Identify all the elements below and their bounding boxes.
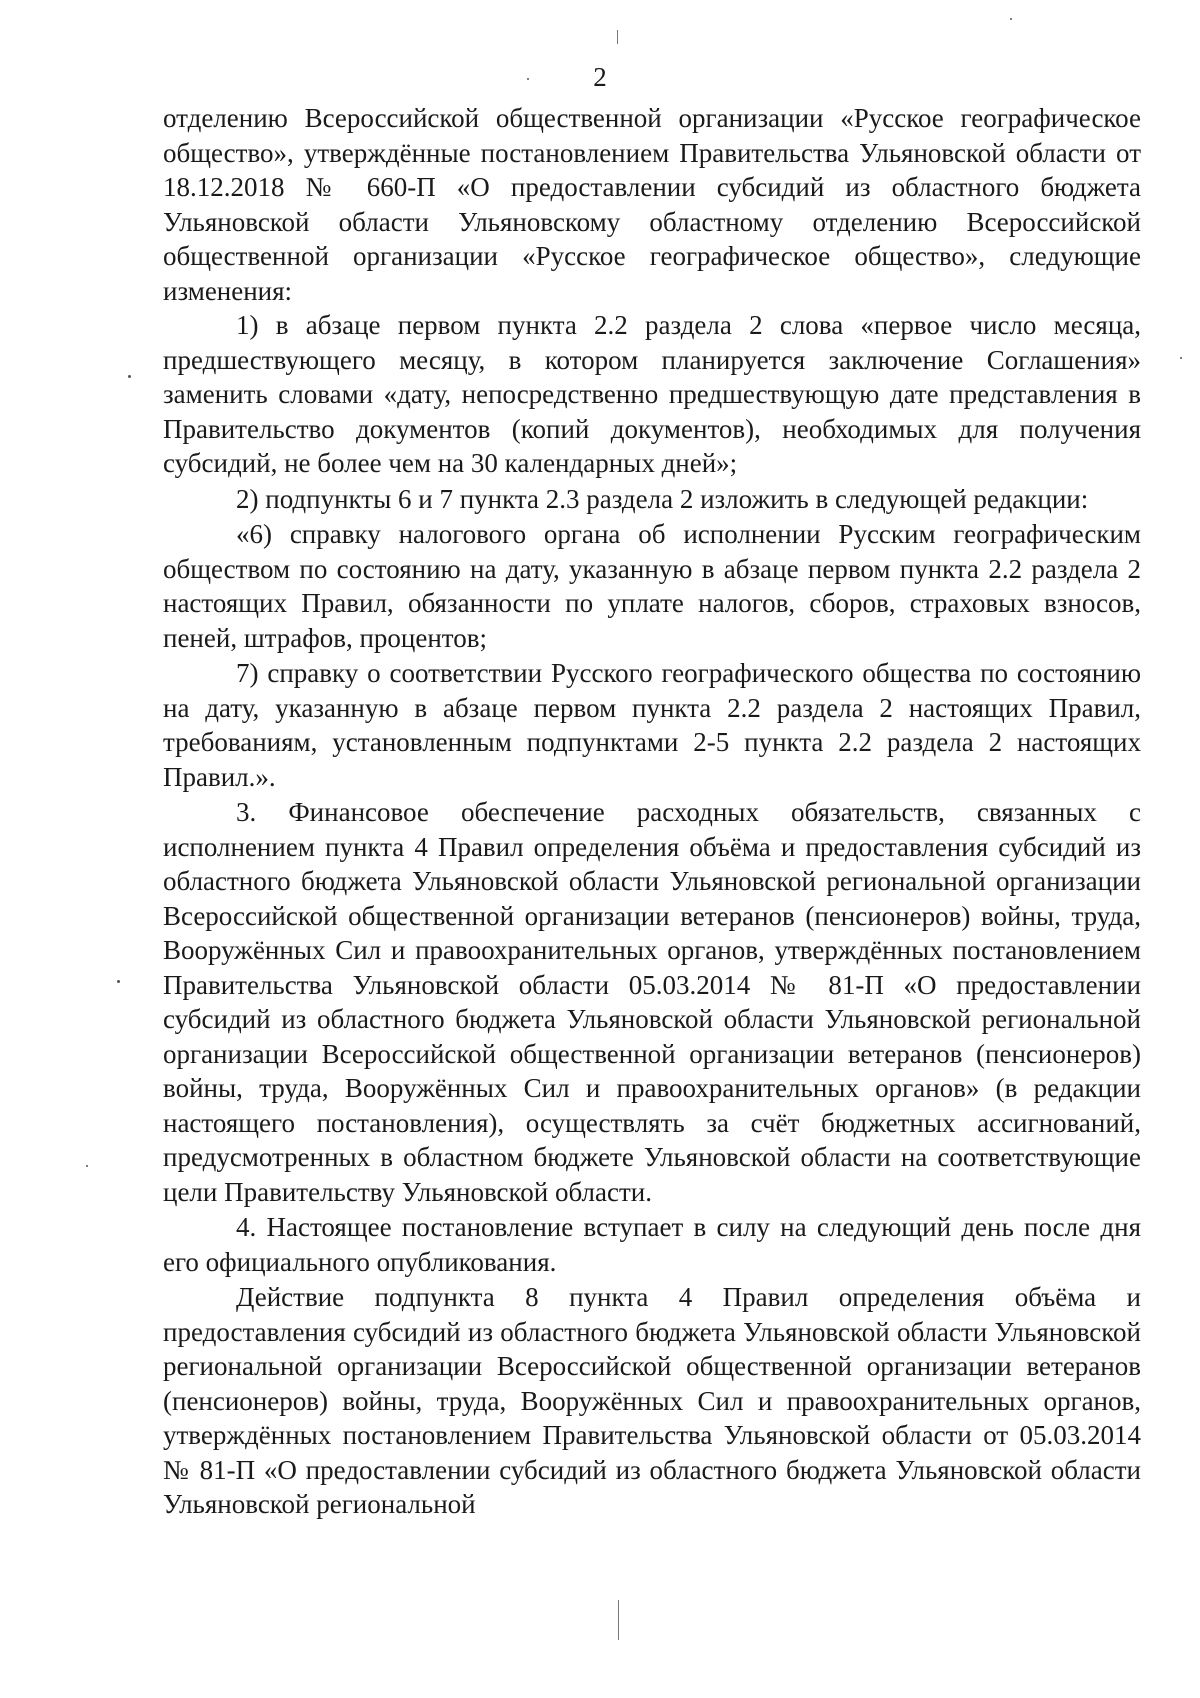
page-number: 2 (593, 62, 607, 92)
scan-speck (527, 78, 529, 80)
paragraph-item-1: 1) в абзаце первом пункта 2.2 раздела 2 слова «первое число месяца, предшествующего месяцу, в котором планируется заключение Соглашения» заменить словами «дату, непосредственно предшествующую дате представления в Правительство документов (копий документов), необходимых для получения субсидий, не более чем на 30 календарных дней»; (163, 310, 1141, 478)
paragraph-subitem-6: «6) справку налогового органа об исполнении Русским географическим обществом по состоянию на дату, указанную в абзаце первом пункта 2.2 раздела 2 настоящих Правил, обязанности по уплате налогов, сборов, страховых взносов, пеней, штрафов, процентов; (163, 519, 1141, 653)
paragraph-item-2: 2) подпункты 6 и 7 пункта 2.3 раздела 2 изложить в следующей редакции: (236, 483, 1089, 514)
paragraph-continuation: отделению Всероссийской общественной организации «Русское географическое общество», утверждённые постановлением Правительства Ульяновской области от 18.12.2018 № 660-П «О предоставлении субсидий из областного бюджета Ульяновской области Ульяновскому областному отделению Всероссийской общественной организации «Русское географическое общество», следующие изменения: (163, 103, 1141, 306)
scan-speck (86, 1165, 88, 1167)
paragraph-section-4: 4. Настоящее постановление вступает в силу на следующий день после дня его официального опубликования. (163, 1212, 1141, 1277)
scan-artifact-fold-bottom (618, 1600, 619, 1640)
document-body (163, 101, 1141, 1522)
scan-speck (1010, 18, 1012, 20)
paragraph-effect: Действие подпункта 8 пункта 4 Правил определения объёма и предоставления субсидий из областного бюджета Ульяновской области Ульяновской региональной организации Всероссийской общественной организации ветеранов (пенсионеров) войны, труда, Вооружённых Сил и правоохранительных органов, утверждённых постановлением Правительства Ульяновской области от 05.03.2014 № 81-П «О предоставлении субсидий из областного бюджета Ульяновской области Ульяновской региональной (163, 1282, 1141, 1519)
scan-speck (1180, 357, 1182, 359)
scan-speck (117, 980, 120, 983)
paragraph-subitem-7: 7) справку о соответствии Русского географического общества по состоянию на дату, указанную в абзаце первом пункта 2.2 раздела 2 настоящих Правил, требованиям, установленным подпунктами 2-5 пункта 2.2 раздела 2 настоящих Правил.». (163, 658, 1141, 792)
paragraph-section-3: 3. Финансовое обеспечение расходных обязательств, связанных с исполнением пункта 4 Правил определения объёма и предоставления субсидий из областного бюджета Ульяновской области Ульяновской региональной организации Всероссийской общественной организации ветеранов (пенсионеров) войны, труда, Вооружённых Сил и правоохранительных органов, утверждённых постановлением Правительства Ульяновской области 05.03.2014 № 81-П «О предоставлении субсидий из областного бюджета Ульяновской области Ульяновской региональной организации Всероссийской общественной организации ветеранов (пенсионеров) войны, труда, Вооружённых Сил и правоохранительных органов» (в редакции настоящего постановления), осуществлять за счёт бюджетных ассигнований, предусмотренных в областном бюджете Ульяновской области на соответствующие цели Правительству Ульяновской области. (163, 797, 1141, 1207)
scan-speck (128, 375, 131, 378)
scan-artifact-fold-top (617, 30, 618, 44)
